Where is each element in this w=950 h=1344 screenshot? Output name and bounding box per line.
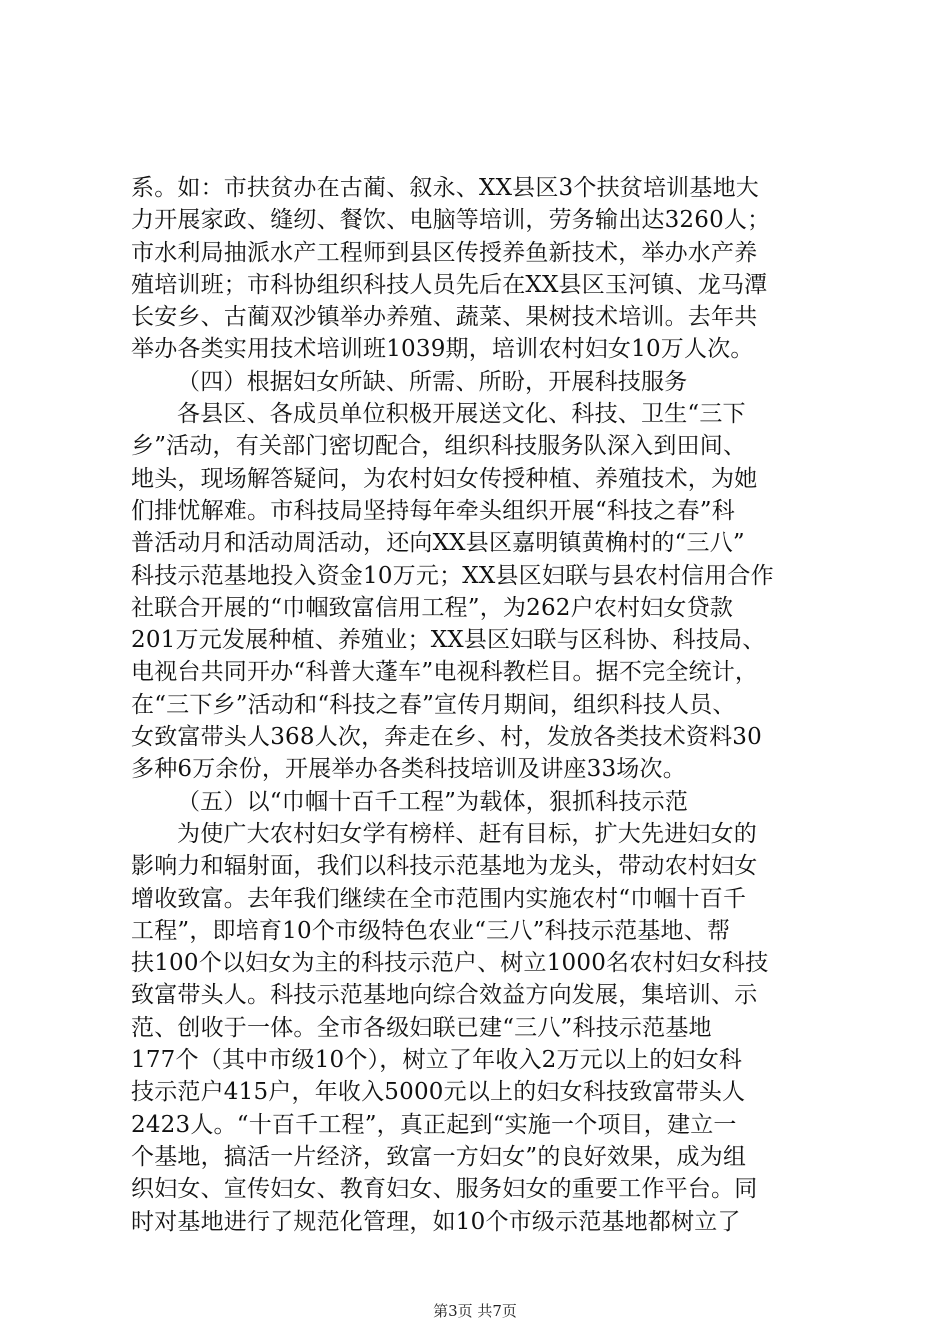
text-line: 为使广大农村妇女学有榜样、赶有目标，扩大先进妇女的 <box>177 820 757 847</box>
text-line: 科技示范基地投入资金10万元；XX县区妇联与县农村信用合作 <box>131 562 774 589</box>
text-line: 乡”活动，有关部门密切配合，组织科技服务队深入到田间、 <box>131 433 747 460</box>
text-line: 201万元发展种植、养殖业；XX县区妇联与区科协、科技局、 <box>131 627 766 654</box>
text-line: 增收致富。去年我们继续在全市范围内实施农村“巾帼十百千 <box>131 885 747 912</box>
text-line: 影响力和辐射面，我们以科技示范基地为龙头，带动农村妇女 <box>131 853 758 880</box>
text-line: 致富带头人。科技示范基地向综合效益方向发展，集培训、示 <box>131 982 758 1009</box>
text-line: 们排忧解难。市科技局坚持每年牵头组织开展“科技之春”科 <box>131 497 735 524</box>
text-line: 电视台共同开办“科普大蓬车”电视科教栏目。据不完全统计， <box>131 659 759 686</box>
text-line: 工程”，即培育10个市级特色农业“三八”科技示范基地、帮 <box>131 917 731 944</box>
text-line: 系。如：市扶贫办在古蔺、叙永、XX县区3个扶贫培训基地大 <box>131 175 759 201</box>
body-text <box>131 172 831 1238</box>
page-footer: 第3页 共7页 <box>433 1302 517 1320</box>
text-line: 技示范户415户，年收入5000元以上的妇女科技致富带头人 <box>131 1079 746 1106</box>
text-line: 力开展家政、缝纫、餐饮、电脑等培训，劳务输出达3260人； <box>131 207 771 234</box>
text-line: （四）根据妇女所缺、所需、所盼，开展科技服务 <box>177 368 688 395</box>
text-line: 范、创收于一体。全市各级妇联已建“三八”科技示范基地 <box>131 1014 712 1041</box>
text-line: 多种6万余份，开展举办各类科技培训及讲座33场次。 <box>131 756 686 783</box>
text-line: 女致富带头人368人次，奔走在乡、村，发放各类技术资料30 <box>131 724 762 751</box>
text-line: 举办各类实用技术培训班1039期，培训农村妇女10万人次。 <box>131 336 754 363</box>
text-line: 扶100个以妇女为主的科技示范户、树立1000名农村妇女科技 <box>131 950 769 977</box>
text-line: 时对基地进行了规范化管理，如10个市级示范基地都树立了 <box>131 1208 741 1235</box>
text-line: 普活动月和活动周活动，还向XX县区嘉明镇黄桷村的“三八” <box>131 530 745 557</box>
text-line: 长安乡、古蔺双沙镇举办养殖、蔬菜、果树技术培训。去年共 <box>131 304 758 331</box>
text-line: 地头，现场解答疑问，为农村妇女传授种植、养殖技术，为她 <box>131 465 758 492</box>
text-line: 市水利局抽派水产工程师到县区传授养鱼新技术，举办水产养 <box>131 239 758 266</box>
text-line: 个基地，搞活一片经济，致富一方妇女”的良好效果，成为组 <box>131 1143 747 1170</box>
text-line: 177个（其中市级10个），树立了年收入2万元以上的妇女科 <box>131 1047 743 1074</box>
text-line: 各县区、各成员单位积极开展送文化、科技、卫生“三下 <box>177 401 746 428</box>
text-line: 殖培训班；市科协组织科技人员先后在XX县区玉河镇、龙马潭 <box>131 271 768 298</box>
text-line: 织妇女、宣传妇女、教育妇女、服务妇女的重要工作平台。同 <box>131 1176 758 1203</box>
text-line: （五）以“巾帼十百千工程”为载体，狠抓科技示范 <box>177 788 689 815</box>
text-line: 社联合开展的“巾帼致富信用工程”，为262户农村妇女贷款 <box>131 594 734 621</box>
text-line: 在“三下乡”活动和“科技之春”宣传月期间，组织科技人员、 <box>131 691 736 718</box>
text-line: 2423人。“十百千工程”，真正起到“实施一个项目，建立一 <box>131 1111 737 1138</box>
